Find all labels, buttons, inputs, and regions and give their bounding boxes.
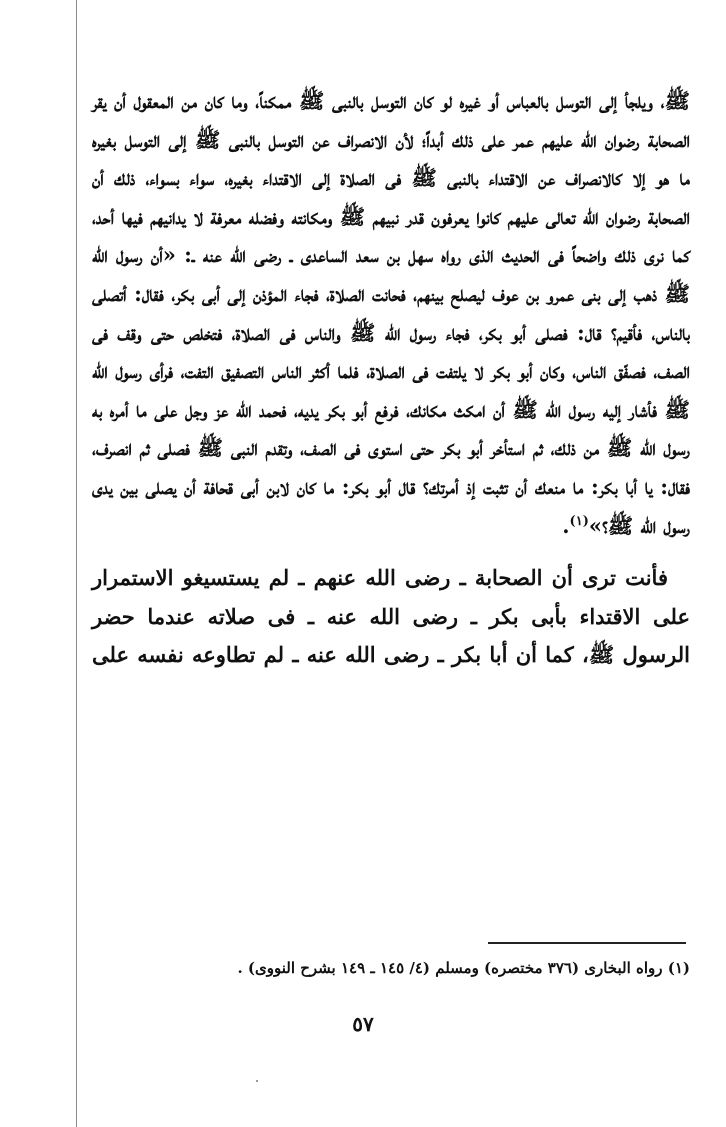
- paragraph-2: فأنت ترى أن الصحابة ـ رضى الله عنهم ـ لم يستسيغو الاستمرار على الاقتداء بأبى بكر ـ رضى الله عنه ـ فى صلاته عندما حضر الرسول ﷺ، كما أن أبا بكر ـ رضى الله عنه ـ لم تطاوعه نفسه على: [92, 565, 690, 668]
- page-spine-line: [76, 0, 77, 1127]
- paragraph-1: [92, 82, 690, 545]
- footnote: (١) رواه البخارى (٣٧٦ مختصره) ومسلم (٤/ ١٤٥ ـ ١٤٩ بشرح النووى) .: [237, 959, 690, 977]
- scan-speck: [256, 1080, 258, 1082]
- paragraph-1-end: .: [562, 512, 570, 538]
- page-number: ٥٧: [352, 1012, 374, 1036]
- page-body: [92, 82, 690, 675]
- footnote-reference: (١): [569, 513, 589, 529]
- footnote-separator: [488, 942, 686, 944]
- paragraph-1-text: ﷺ، ويلجأ إلى التوسل بالعباس أو غيره لو كان التوسل بالنبى ﷺ ممكناً، وما كان من المعقول أن يقر الصحابة رضوان الله عليهم عمر على ذلك أبداً؛ لأن الانصراف عن التوسل بالنبى ﷺ إلى التوسل بغيره ما هو إلا كالانصراف عن الاقتداء بالنبى ﷺ فى الصلاة إلى الاقتداء بغيره، سواء بسواء، ذلك أن الصحابة رضوان الله تعالى عليهم كانوا يعرفون قدر نبيهم ﷺ ومكانته وفضله معرفة لا يدانيهم فيها أحد، كما نرى ذلك واضحاً فى الحديث الذى رواه سهل بن سعد الساعدى ـ رضى الله عنه ـ: «أن رسول الله ﷺ ذهب إلى بنى عمرو بن عوف ليصلح بينهم، فحانت الصلاة، فجاء المؤذن إلى أبى بكر، فقال: أتصلى بالناس، فأقيم؟ قال: فصلى أبو بكر، فجاء رسول الله ﷺ والناس فى الصلاة، فتخلص حتى وقف فى الصف، فصفّق الناس، وكان أبو بكر لا يلتفت فى الصلاة، فلما أكثر الناس التصفيق التفت، فرأى رسول الله ﷺ فأشار إليه رسول الله ﷺ أن امكث مكانك، فرفع أبو بكر يديه، فحمد الله عز وجل على ما أمره به رسول الله ﷺ من ذلك، ثم استأخر أبو بكر حتى استوى فى الصف، وتقدم النبى ﷺ فصلى ثم انصرف، فقال: يا أبا بكر: ما منعك أن تثبت إذ أمرتك؟ قال أبو بكر: ما كان لابن أبى قحافة أن يصلى بين يدى رسول الله ﷺ؟»: [92, 88, 690, 538]
